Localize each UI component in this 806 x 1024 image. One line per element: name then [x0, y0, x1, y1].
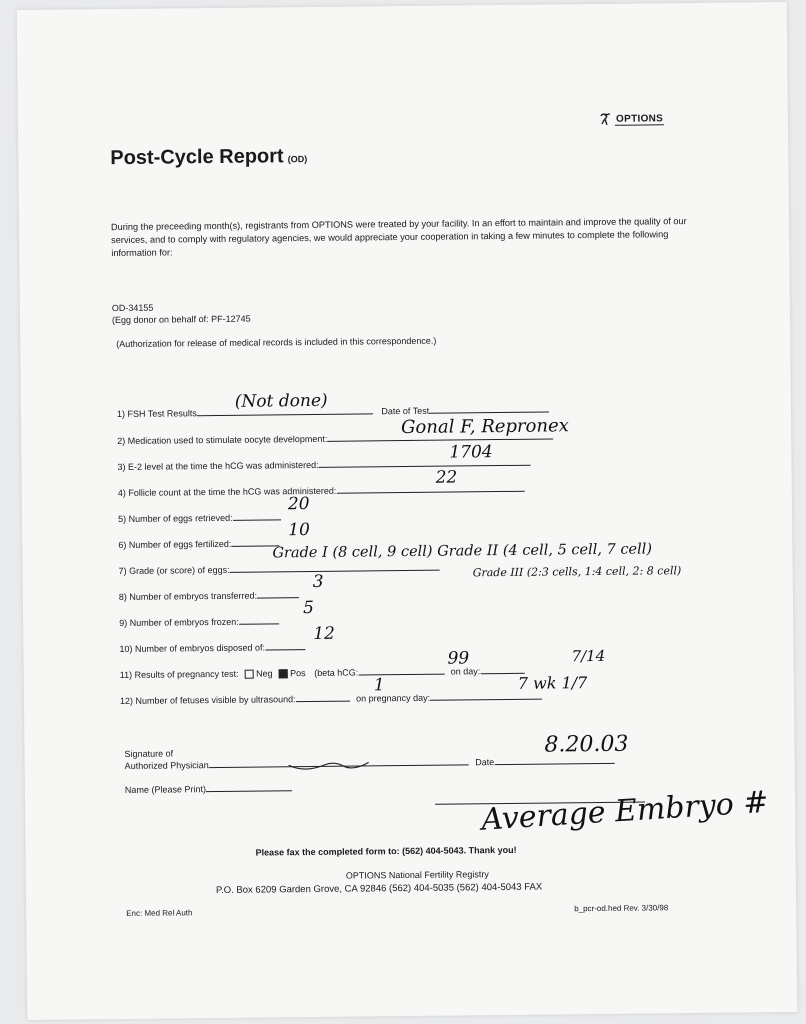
answer-pregnancy-day: 7 wk 1/7: [517, 673, 588, 693]
day-label: on day:: [450, 666, 481, 677]
name-print-row: [125, 783, 292, 795]
answer-fetuses: 1: [373, 675, 385, 696]
item-follicle-count: [118, 484, 525, 498]
case-id: OD-34155: [111, 302, 154, 314]
signature-label-1: Signature of: [124, 748, 174, 759]
item-embryos-transferred: [119, 590, 299, 602]
title-suffix: (OD): [287, 154, 308, 165]
answer-embryos-transferred: 3: [312, 571, 324, 592]
title-text: Post-Cycle Report: [110, 145, 284, 170]
registry-name: OPTIONS National Fertility Registry: [345, 869, 489, 881]
neg-label: Neg: [256, 668, 273, 679]
stork-icon: [598, 112, 612, 126]
item-extra-label: Date of Test: [381, 405, 430, 417]
answer-e2-level: 1704: [449, 442, 493, 463]
answer-embryos-disposed: 12: [313, 623, 336, 644]
answer-egg-grade: Grade I (8 cell, 9 cell) Grade II (4 cell, 5 cell, 7 cell): [272, 541, 653, 562]
intro-paragraph: During the preceeding month(s), registrants from OPTIONS were treated by your facility. In an effort to maintain and improve the quality of our services, and to comply with regulatory agencies, we would appreciate your cooperation in taking a few minutes to complete the following information for:: [110, 216, 687, 259]
name-label: Name (Please Print): [124, 784, 206, 795]
item-label: 1) FSH Test Results: [116, 408, 197, 420]
item-eggs-fertilized: [118, 538, 279, 550]
answer-eggs-fertilized: 10: [288, 520, 310, 541]
answer-egg-grade-2: Grade III (2:3 cells, 1:4 cell, 2: 8 cell): [472, 564, 682, 580]
answer-date: 8.20.03: [544, 731, 629, 758]
item-label: 2) Medication used to stimulate oocyte development:: [117, 433, 328, 447]
item-embryos-frozen: [119, 616, 279, 628]
page-title: [110, 145, 307, 170]
item-label: 10) Number of embryos disposed of:: [119, 642, 266, 655]
answer-medication: Gonal F, Repronex: [401, 415, 569, 439]
pos-label: Pos: [290, 668, 306, 679]
answer-eggs-retrieved: 20: [287, 494, 310, 515]
answer-follicle-count: 22: [435, 467, 458, 488]
item-label: 6) Number of eggs fertilized:: [118, 538, 232, 551]
beta-label: (beta hCG:: [314, 667, 359, 678]
answer-test-day: 7/14: [571, 646, 606, 666]
authorization-note: (Authorization for release of medical records is included in this correspondence.): [116, 335, 437, 350]
handwritten-annotation: Average Embryo #: [480, 784, 770, 838]
fax-instruction: Please fax the completed form to: (562) 404-5043. Thank you!: [255, 844, 517, 858]
pos-checkbox[interactable]: [279, 669, 288, 678]
report-page: [17, 2, 798, 1020]
revision-note: b_pcr-od.hed Rev. 3/30/98: [574, 903, 669, 914]
signature-scribble: [285, 754, 375, 771]
item-egg-grade: [119, 563, 440, 576]
item-fetuses: [120, 692, 542, 706]
item-embryos-disposed: [119, 642, 305, 654]
item-label: 7) Grade (or score) of eggs:: [118, 564, 230, 577]
item-label: 12) Number of fetuses visible by ultrasound:: [119, 694, 296, 707]
egg-donor-line: (Egg donor on behalf of: PF-12745: [111, 313, 251, 326]
pregnancy-day-label: on pregnancy day:: [356, 692, 431, 704]
item-label: 5) Number of eggs retrieved:: [118, 512, 233, 525]
neg-checkbox[interactable]: [245, 670, 254, 679]
signature-label-text: Authorized Physician: [124, 760, 209, 771]
item-label: 9) Number of embryos frozen:: [119, 616, 239, 629]
registry-address: P.O. Box 6209 Garden Grove, CA 92846 (562) 404-5035 (562) 404-5043 FAX: [215, 881, 543, 897]
item-label: 4) Follicle count at the time the hCG was administered:: [117, 485, 337, 499]
item-eggs-retrieved: [118, 512, 281, 524]
options-logo: [598, 111, 664, 126]
date-label: Date: [475, 757, 495, 768]
brand-name: OPTIONS: [615, 112, 664, 125]
item-label: 8) Number of embryos transferred:: [118, 590, 257, 603]
enclosure-note: Enc: Med Rel Auth: [126, 908, 193, 918]
answer-embryos-frozen: 5: [302, 597, 314, 619]
item-label: 11) Results of pregnancy test:: [119, 668, 239, 681]
item-label: 3) E-2 level at the time the hCG was administered:: [117, 459, 319, 473]
answer-fsh: (Not done): [234, 390, 328, 412]
answer-beta-hcg: 99: [447, 648, 470, 669]
